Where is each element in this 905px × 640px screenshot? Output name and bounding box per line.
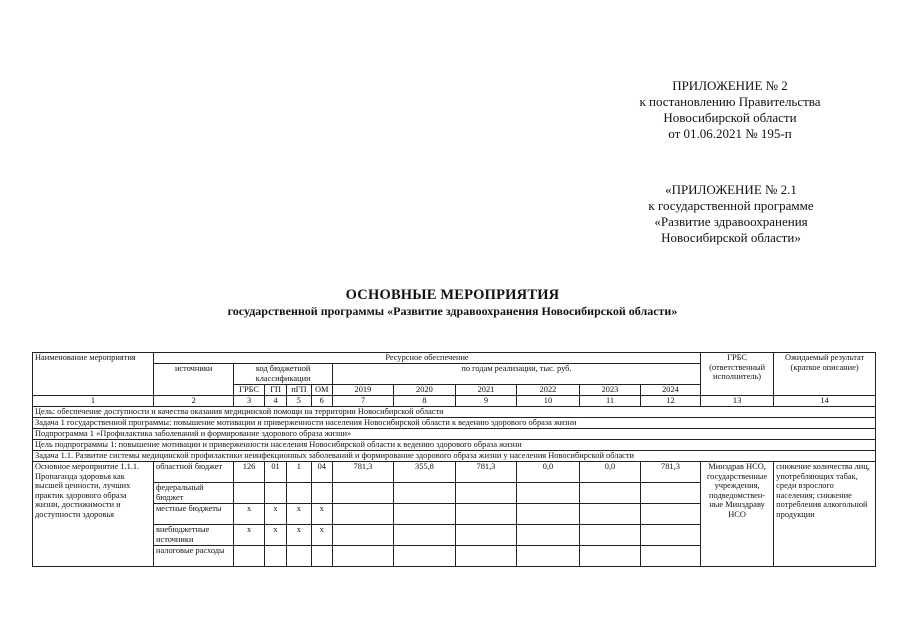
source-cell: налоговые расходы [154, 546, 234, 567]
column-index: 2 [154, 396, 234, 407]
value-cell [640, 525, 700, 546]
code-cell [311, 483, 332, 504]
value-cell: 0,0 [579, 462, 640, 483]
column-index: 11 [579, 396, 640, 407]
code-cell: 01 [264, 462, 286, 483]
source-cell: областной бюджет [154, 462, 234, 483]
appendix-line: «Развитие здравоохранения [654, 214, 808, 229]
measure-name: Основное мероприятие 1.1.1. Пропаганда здоровья как высшей ценности, лучших практик здорового образа жизни, достижимости и доступности здоровья [33, 462, 154, 567]
document-title: ОСНОВНЫЕ МЕРОПРИЯТИЯ [345, 287, 560, 303]
header-code-om: ОМ [311, 385, 332, 396]
column-index: 8 [393, 396, 455, 407]
value-cell: 0,0 [516, 462, 579, 483]
code-cell [234, 483, 265, 504]
program-appendix-header [606, 182, 856, 246]
value-cell [579, 525, 640, 546]
document-subtitle: государственной программы «Развитие здравоохранения Новосибирской области» [227, 304, 678, 318]
value-cell [640, 504, 700, 525]
value-cell [516, 504, 579, 525]
header-resources: Ресурсное обеспечение [154, 353, 701, 364]
header-code-pgp: пГП [287, 385, 311, 396]
column-index: 14 [774, 396, 876, 407]
value-cell [455, 525, 516, 546]
column-index: 10 [516, 396, 579, 407]
value-cell [455, 546, 516, 567]
code-cell: 1 [287, 462, 311, 483]
code-cell [264, 546, 286, 567]
column-index-row [33, 396, 876, 407]
code-cell: x [264, 504, 286, 525]
column-index: 4 [264, 396, 286, 407]
code-cell: x [311, 504, 332, 525]
code-cell: x [234, 525, 265, 546]
subprogram-row: Подпрограмма 1 «Профилактика заболеваний и формирование здорового образа жизни» [33, 429, 876, 440]
appendix-line: от 01.06.2021 № 195-п [668, 126, 792, 141]
appendix-line: Новосибирской области» [661, 230, 801, 245]
value-cell [455, 483, 516, 504]
value-cell [393, 525, 455, 546]
value-cell [579, 504, 640, 525]
value-cell: 781,3 [332, 462, 393, 483]
code-cell: x [287, 525, 311, 546]
source-cell: местные бюджеты [154, 504, 234, 525]
value-cell [393, 504, 455, 525]
header-year: 2020 [393, 385, 455, 396]
appendix-header [600, 78, 860, 142]
header-sources: источники [154, 364, 234, 396]
value-cell [579, 546, 640, 567]
code-cell: 04 [311, 462, 332, 483]
header-year: 2024 [640, 385, 700, 396]
header-year: 2021 [455, 385, 516, 396]
header-by-years: по годам реализации, тыс. руб. [332, 364, 700, 385]
value-cell [332, 525, 393, 546]
appendix-line: Новосибирской области [663, 110, 797, 125]
code-cell [311, 546, 332, 567]
value-cell [579, 483, 640, 504]
value-cell: 781,3 [455, 462, 516, 483]
value-cell [455, 504, 516, 525]
header-expected-result: Ожидаемый результат (краткое описание) [774, 353, 876, 396]
column-index: 3 [234, 396, 265, 407]
grbs-executor: Минздрав НСО, государственные учреждения, подведомствен-ные Минздраву НСО [700, 462, 773, 567]
value-cell [393, 546, 455, 567]
source-cell: федеральный бюджет [154, 483, 234, 504]
column-index: 6 [311, 396, 332, 407]
column-index: 7 [332, 396, 393, 407]
appendix-line: ПРИЛОЖЕНИЕ № 2 [672, 78, 788, 93]
header-budget-code: код бюджетной классификации [234, 364, 333, 385]
column-index: 9 [455, 396, 516, 407]
column-index: 12 [640, 396, 700, 407]
value-cell [332, 483, 393, 504]
value-cell [332, 504, 393, 525]
code-cell [264, 483, 286, 504]
appendix-line: к постановлению Правительства [639, 94, 821, 109]
appendix-line: «ПРИЛОЖЕНИЕ № 2.1 [665, 182, 797, 197]
header-year: 2023 [579, 385, 640, 396]
subtask-row: Задача 1.1. Развитие системы медицинской профилактики неинфекционных заболеваний и формирование здорового образа жизни у населения Новосибирской области [33, 451, 876, 462]
code-cell: 126 [234, 462, 265, 483]
code-cell: x [234, 504, 265, 525]
header-year: 2022 [516, 385, 579, 396]
code-cell: x [311, 525, 332, 546]
value-cell: 781,3 [640, 462, 700, 483]
header-code-grbs: ГРБС [234, 385, 265, 396]
value-cell [516, 525, 579, 546]
column-index: 13 [700, 396, 773, 407]
source-cell: внебюджетные источники [154, 525, 234, 546]
code-cell: x [287, 504, 311, 525]
value-cell: 355,8 [393, 462, 455, 483]
code-cell: x [264, 525, 286, 546]
header-measure-name: Наименование мероприятия [33, 353, 154, 396]
appendix-line: к государственной программе [648, 198, 814, 213]
value-cell [640, 546, 700, 567]
code-cell [234, 546, 265, 567]
code-cell [287, 546, 311, 567]
value-cell [516, 483, 579, 504]
header-code-gp: ГП [264, 385, 286, 396]
goal-row: Цель: обеспечение доступности и качества оказания медицинской помощи на территории Новосибирской области [33, 407, 876, 418]
column-index: 1 [33, 396, 154, 407]
value-cell [393, 483, 455, 504]
header-year: 2019 [332, 385, 393, 396]
code-cell [287, 483, 311, 504]
expected-result: снижение количества лиц, употребляющих табак, среди взрослого населения; снижение потребления алкогольной продукции [774, 462, 876, 567]
value-cell [332, 546, 393, 567]
header-grbs: ГРБС (ответственный исполнитель) [700, 353, 773, 396]
column-index: 5 [287, 396, 311, 407]
task-row: Задача 1 государственной программы: повышение мотивации и приверженности населения Новосибирской области к ведению здорового образа жизни [33, 418, 876, 429]
value-cell [516, 546, 579, 567]
table-row [33, 462, 876, 483]
value-cell [640, 483, 700, 504]
subprogram-goal-row: Цель подпрограммы 1: повышение мотивации и приверженности населения Новосибирской области к ведению здорового образа жизни [33, 440, 876, 451]
measures-table [32, 352, 876, 567]
